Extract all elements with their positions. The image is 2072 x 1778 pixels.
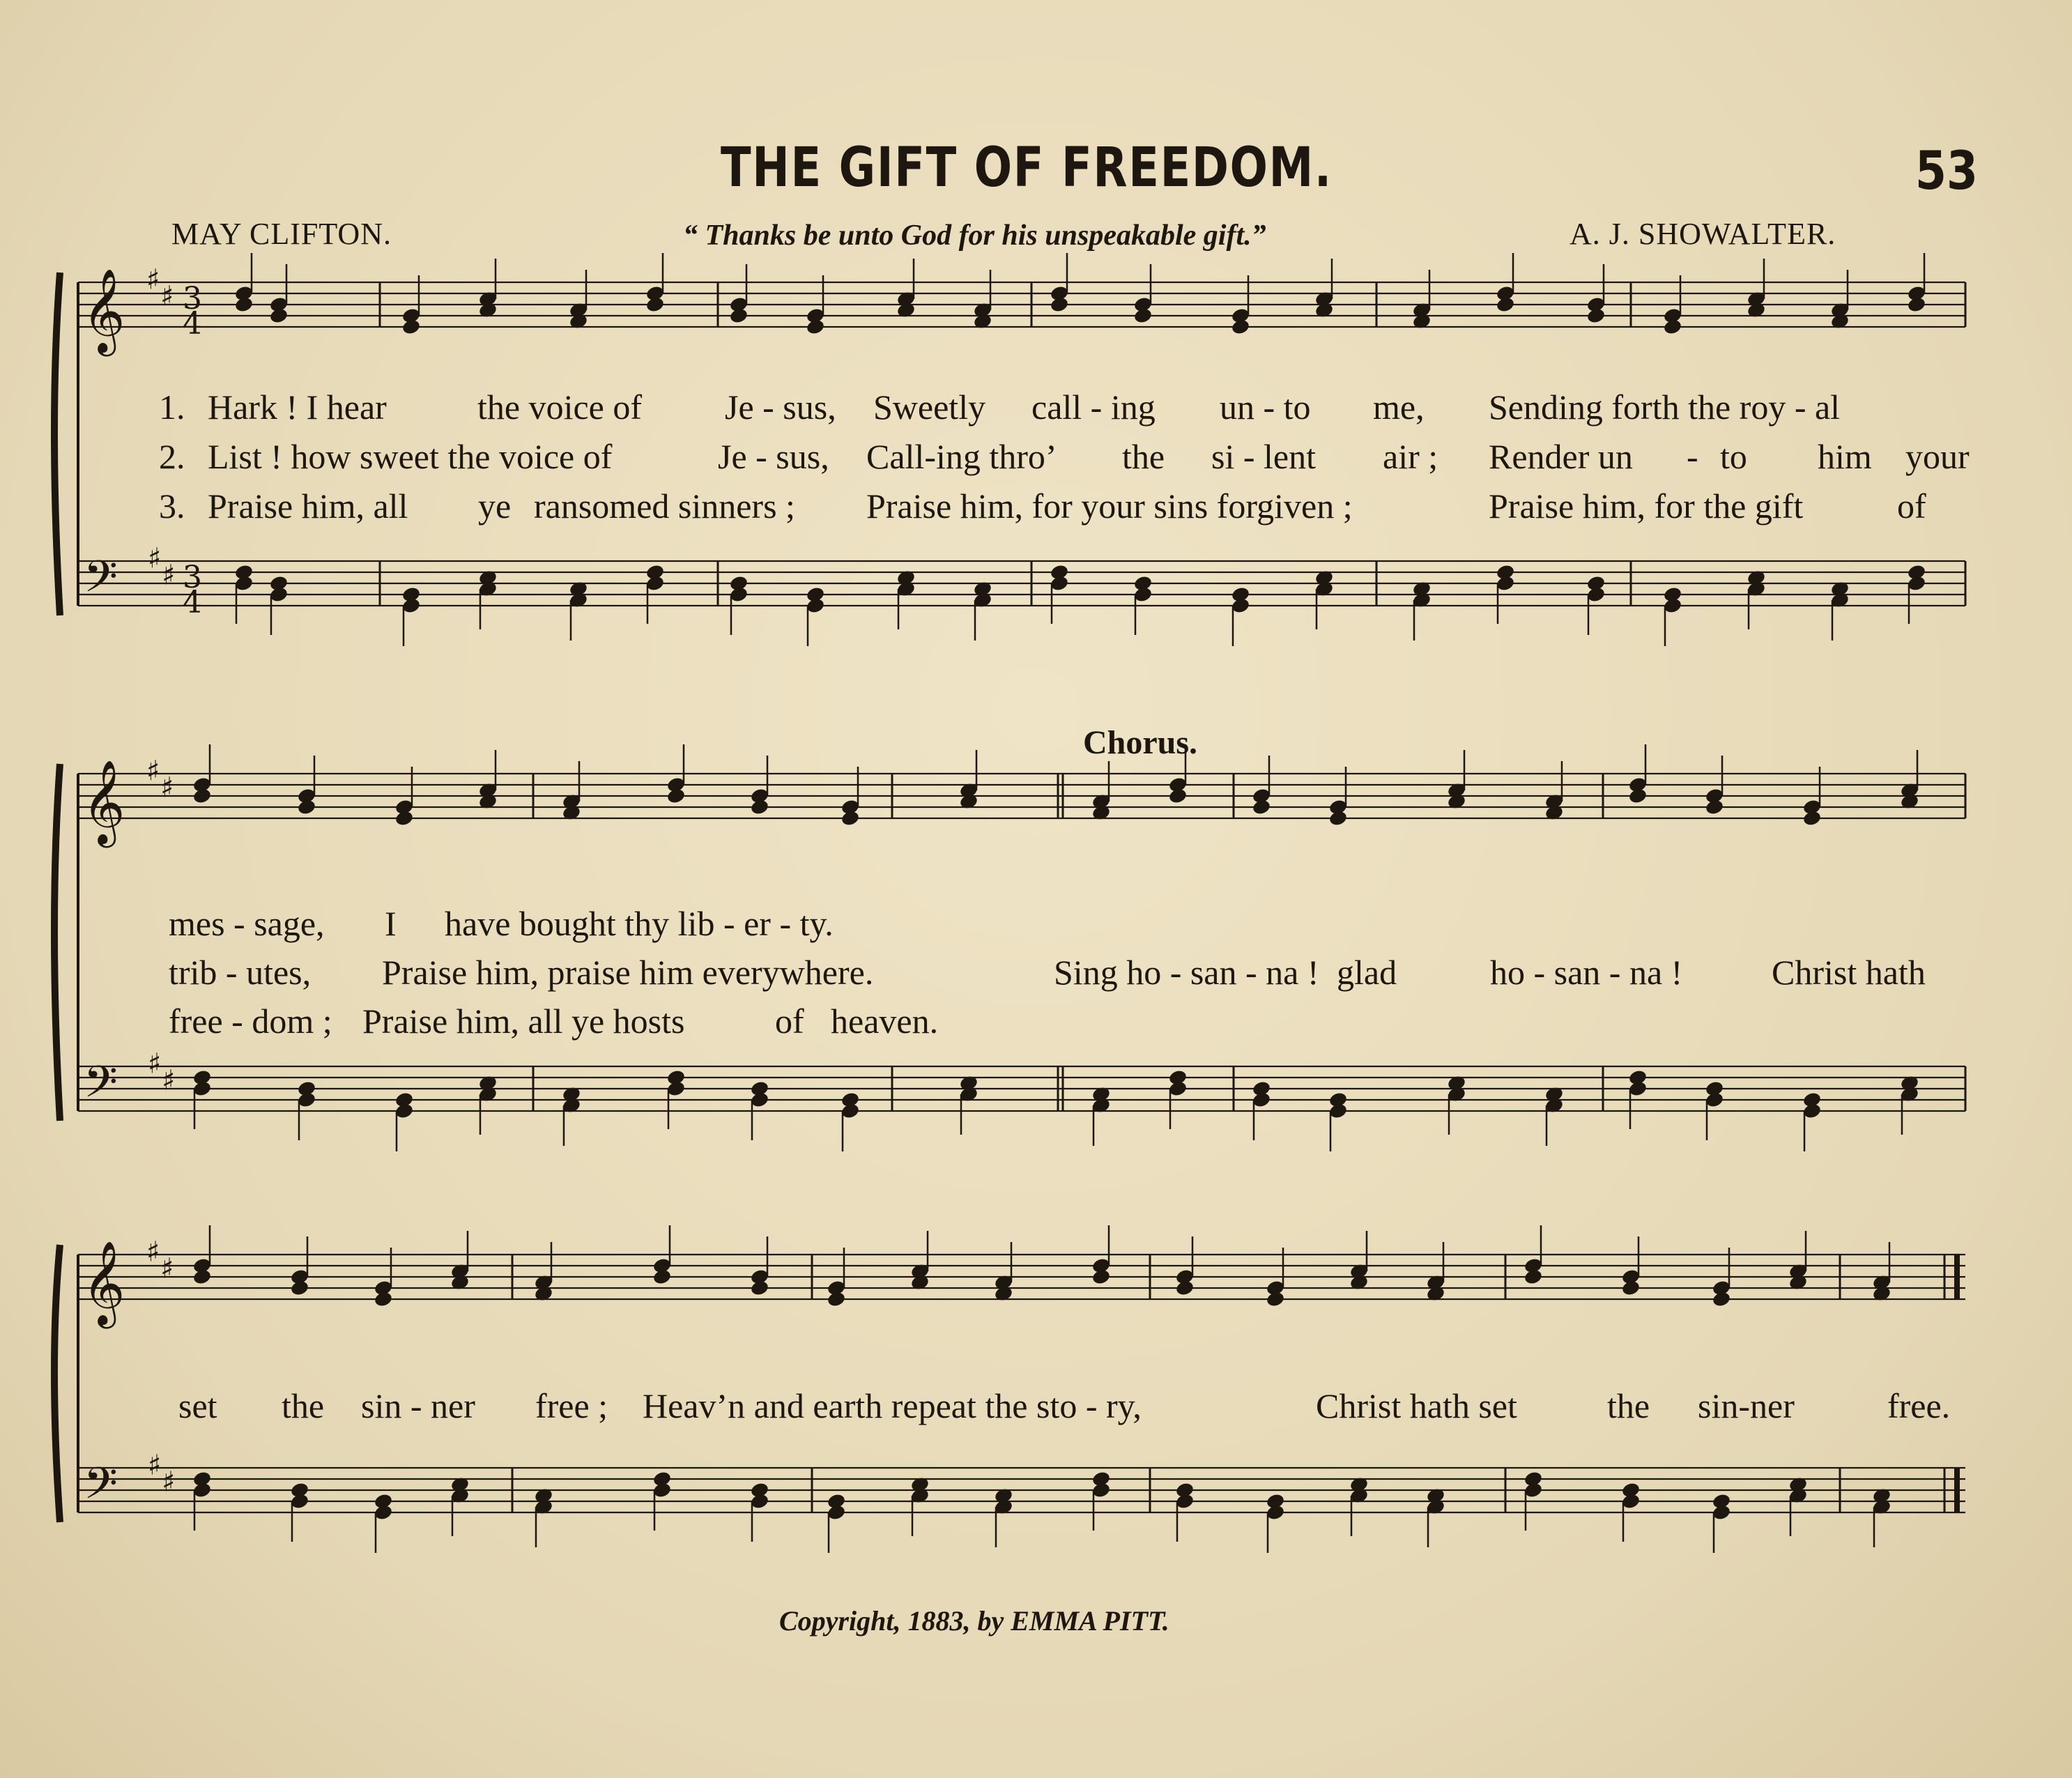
lyric-fragment: Christ hath bbox=[1772, 953, 1926, 992]
lyric-fragment: the bbox=[1607, 1386, 1650, 1425]
lyric-fragment: Render un bbox=[1489, 437, 1633, 476]
bass-key-3-sharp: ♯ bbox=[148, 1449, 162, 1482]
lyric-line-1-verse-3 bbox=[0, 486, 2072, 528]
lyric-fragment: call - ing bbox=[1031, 388, 1156, 427]
system-brace bbox=[54, 1245, 60, 1522]
treble-note-notehead bbox=[1524, 1268, 1544, 1285]
treble-note-notehead bbox=[297, 798, 317, 815]
lyric-fragment: Heav’n and earth repeat the sto - ry, bbox=[643, 1386, 1142, 1425]
bass-key-2-sharp: ♯ bbox=[162, 1064, 176, 1097]
lyric-fragment: Praise him, all bbox=[208, 486, 408, 526]
lyric-fragment: Praise him, praise him everywhere. bbox=[382, 953, 874, 992]
lyric-fragment: Je - sus, bbox=[718, 437, 829, 476]
treble-note-notehead bbox=[1328, 809, 1349, 827]
treble-clef-icon: 𝄞 bbox=[82, 1240, 125, 1325]
treble-note-notehead bbox=[1252, 798, 1272, 815]
treble-note-notehead bbox=[1496, 296, 1516, 313]
lyric-fragment: glad bbox=[1337, 953, 1397, 992]
lyric-fragment: Praise him, for your sins forgiven ; bbox=[866, 486, 1353, 526]
lyric-fragment: trib - utes, bbox=[169, 953, 312, 992]
bass-clef-icon: 𝄢 bbox=[84, 551, 118, 613]
lyric-fragment: set bbox=[178, 1386, 217, 1425]
lyric-line-2-verse-1 bbox=[0, 903, 2072, 945]
lyric-fragment: me, bbox=[1373, 388, 1425, 427]
treble-note-notehead bbox=[750, 798, 770, 815]
lyric-fragment: free. bbox=[1887, 1386, 1951, 1425]
lyric-fragment: Hark ! I hear bbox=[208, 388, 387, 427]
treble-note-notehead bbox=[1168, 787, 1188, 804]
treble-key-3-sharp: ♯ bbox=[160, 1252, 174, 1285]
lyric-fragment: of bbox=[1897, 486, 1926, 526]
lyric-fragment: sin-ner bbox=[1698, 1386, 1795, 1425]
treble-note-notehead bbox=[1628, 787, 1648, 804]
treble-note-notehead bbox=[645, 296, 666, 313]
treble-clef-icon: 𝄞 bbox=[82, 759, 125, 844]
treble-note-notehead bbox=[1266, 1290, 1286, 1308]
bass-key-3-sharp: ♯ bbox=[162, 1466, 176, 1499]
lyric-line-2-verse-3 bbox=[0, 1001, 2072, 1043]
treble-key-1-sharp: ♯ bbox=[146, 263, 160, 296]
treble-note-notehead bbox=[1621, 1279, 1641, 1296]
chorus-label: Chorus. bbox=[1083, 724, 1198, 761]
lyric-fragment: Sending forth the roy - al bbox=[1489, 388, 1841, 427]
lyric-fragment: air ; bbox=[1383, 437, 1438, 476]
treble-note-notehead bbox=[1133, 307, 1153, 324]
treble-note-notehead bbox=[401, 318, 422, 335]
treble-note-notehead bbox=[1663, 318, 1683, 335]
lyric-line-3-verse-1 bbox=[0, 1386, 2072, 1427]
treble-note-notehead bbox=[192, 1268, 213, 1285]
treble-note-notehead bbox=[1050, 296, 1070, 313]
treble-key-2-sharp: ♯ bbox=[160, 772, 174, 804]
treble-note-notehead bbox=[234, 296, 254, 313]
lyric-fragment: Praise him, for the gift bbox=[1489, 486, 1804, 526]
treble-note-notehead bbox=[290, 1279, 310, 1296]
lyric-fragment: 1. bbox=[159, 388, 185, 427]
lyric-fragment: heaven. bbox=[831, 1002, 939, 1041]
treble-note-notehead bbox=[269, 307, 289, 324]
lyric-fragment: - bbox=[1687, 437, 1698, 476]
bass-key-2-sharp: ♯ bbox=[148, 1048, 162, 1080]
treble-note-notehead bbox=[1231, 318, 1251, 335]
lyric-fragment: Call-ing thro’ bbox=[866, 437, 1057, 476]
lyric-fragment: un - to bbox=[1220, 388, 1311, 427]
lyric-fragment: Christ hath set bbox=[1316, 1386, 1517, 1425]
treble-key-1-sharp: ♯ bbox=[160, 280, 174, 313]
lyric-fragment: the bbox=[282, 1386, 325, 1425]
lyric-fragment: mes - sage, bbox=[169, 904, 325, 943]
treble-note-notehead bbox=[729, 307, 749, 324]
lyric-fragment: 3. bbox=[159, 486, 185, 526]
lyric-fragment: of bbox=[775, 1002, 804, 1041]
treble-note-notehead bbox=[1586, 307, 1606, 324]
composer-credit: A. J. SHOWALTER. bbox=[1570, 217, 1836, 251]
treble-note-notehead bbox=[1705, 798, 1725, 815]
page-number: 53 bbox=[1915, 139, 1978, 201]
time-sig-top: 3 bbox=[183, 281, 202, 316]
treble-clef-icon: 𝄞 bbox=[82, 268, 125, 353]
treble-note-notehead bbox=[1712, 1290, 1732, 1308]
time-sig-bottom: 4 bbox=[183, 585, 202, 620]
treble-key-3-sharp: ♯ bbox=[146, 1236, 160, 1269]
time-sig-top: 3 bbox=[183, 560, 202, 595]
treble-note-notehead bbox=[806, 318, 826, 335]
lyric-line-2-verse-2 bbox=[0, 952, 2072, 994]
lyric-line-1-verse-1 bbox=[0, 387, 2072, 429]
lyric-fragment: Praise him, all ye hosts bbox=[362, 1002, 685, 1041]
bass-key-1-sharp: ♯ bbox=[162, 559, 176, 592]
treble-note-notehead bbox=[827, 1290, 847, 1308]
lyric-fragment: free - dom ; bbox=[169, 1002, 332, 1041]
treble-note-notehead bbox=[666, 787, 686, 804]
treble-note-notehead bbox=[1091, 1268, 1112, 1285]
lyric-fragment: to bbox=[1720, 437, 1747, 476]
bass-clef-icon: 𝄢 bbox=[84, 1056, 118, 1118]
treble-note-notehead bbox=[192, 787, 213, 804]
lyric-fragment: Je - sus, bbox=[725, 388, 836, 427]
lyric-fragment: sin - ner bbox=[361, 1386, 475, 1425]
treble-key-2-sharp: ♯ bbox=[146, 755, 160, 788]
treble-note-notehead bbox=[841, 809, 861, 827]
bass-clef-icon: 𝄢 bbox=[84, 1457, 118, 1519]
treble-note-notehead bbox=[1175, 1279, 1195, 1296]
treble-note-notehead bbox=[374, 1290, 394, 1308]
treble-note-notehead bbox=[750, 1279, 770, 1296]
lyric-fragment: the voice of bbox=[477, 388, 643, 427]
lyric-fragment: him bbox=[1818, 437, 1872, 476]
lyric-fragment: ye bbox=[478, 486, 512, 526]
treble-note-notehead bbox=[1907, 296, 1927, 313]
lyric-fragment: free ; bbox=[535, 1386, 608, 1425]
lyric-fragment: 2. bbox=[159, 437, 185, 476]
lyric-fragment: the bbox=[1122, 437, 1165, 476]
lyricist-credit: MAY CLIFTON. bbox=[171, 217, 392, 251]
bass-key-1-sharp: ♯ bbox=[148, 542, 162, 575]
lyric-fragment: Sing ho - san - na ! bbox=[1054, 953, 1319, 992]
time-sig-bottom: 4 bbox=[183, 306, 202, 342]
lyric-fragment: your bbox=[1905, 437, 1970, 476]
treble-note-notehead bbox=[394, 809, 415, 827]
lyric-fragment: List ! how sweet the voice of bbox=[208, 437, 613, 476]
page-title: THE GIFT OF FREEDOM. bbox=[721, 137, 1333, 199]
lyric-fragment: ransomed sinners ; bbox=[534, 486, 795, 526]
treble-note-notehead bbox=[652, 1268, 673, 1285]
copyright-notice: Copyright, 1883, by EMMA PITT. bbox=[779, 1605, 1169, 1637]
lyric-fragment: si - lent bbox=[1211, 437, 1316, 476]
lyric-fragment: ho - san - na ! bbox=[1490, 953, 1683, 992]
lyric-line-1-verse-2 bbox=[0, 436, 2072, 478]
treble-note-notehead bbox=[1802, 809, 1822, 827]
lyric-fragment: I bbox=[385, 904, 397, 943]
scripture-epigraph: “ Thanks be unto God for his unspeakable gift.” bbox=[683, 220, 1266, 252]
lyric-fragment: have bought thy lib - er - ty. bbox=[445, 904, 834, 943]
lyric-fragment: Sweetly bbox=[873, 388, 986, 427]
